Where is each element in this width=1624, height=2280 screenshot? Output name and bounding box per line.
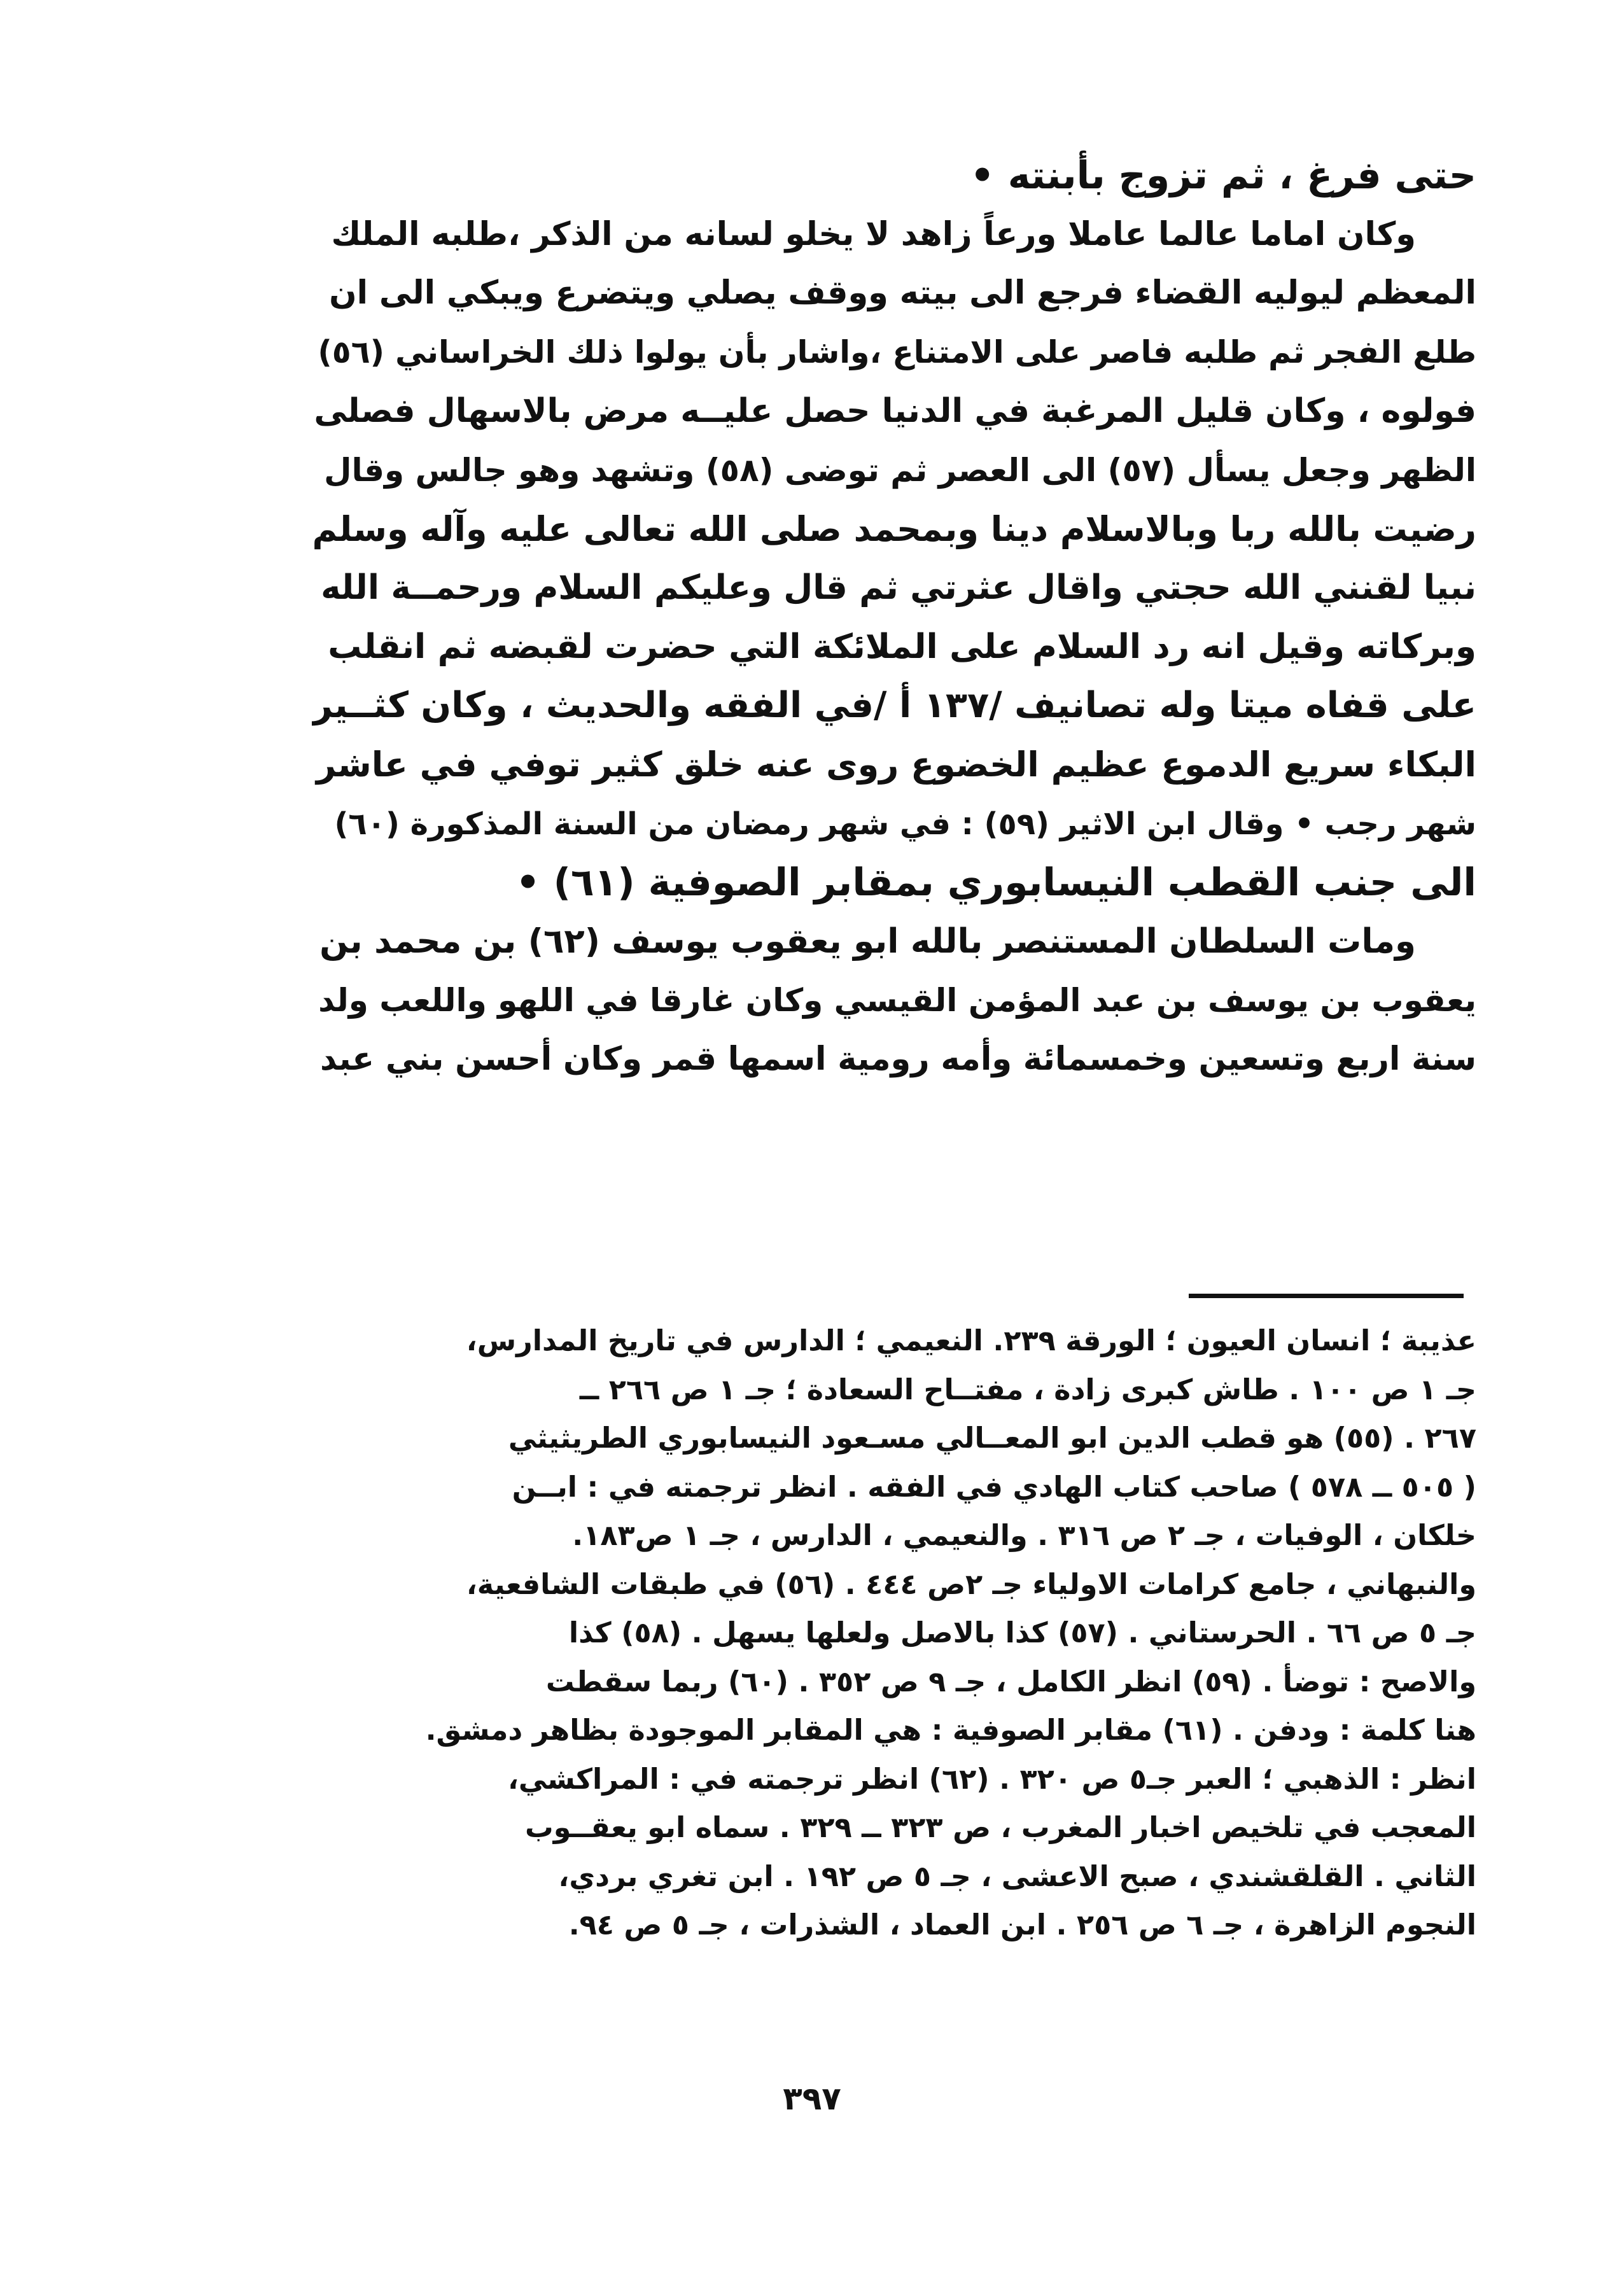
page-number: ٣٩٧ — [783, 2080, 841, 2117]
main-text-line: الى جنب القطب النيسابوري بمقابر الصوفية (٦١) • — [515, 860, 1476, 906]
footnote-line: ٢٦٧ . (٥٥) هو قطب الدين ابو المعــالي مسـعود النيسابوري الطريثيثي — [508, 1422, 1476, 1455]
main-text-line: نبيا لقنني الله حجتي واقال عثرتي ثم قال وعليكم السلام ورحمــة الله — [321, 568, 1476, 608]
footnote-line: هنا كلمة : ودفن . (٦١) مقابر الصوفية : هي المقابر الموجودة بظاهر دمشق. — [425, 1714, 1476, 1747]
footnote-line: والاصح : توضأ . (٥٩) انظر الكامل ، جـ ٩ ص ٣٥٢ . (٦٠) ربما سقطت — [545, 1665, 1476, 1698]
main-text-line: على قفاه ميتا وله تصانيف /١٣٧ أ /في الفقه والحديث ، وكان كثــير — [312, 685, 1476, 727]
main-text-line: يعقوب بن يوسف بن عبد المؤمن القيسي وكان غارقا في اللهو واللعب ولد — [318, 982, 1476, 1019]
footnote-line: النجوم الزاهرة ، جـ ٦ ص ٢٥٦ . ابن العماد ، الشذرات ، جـ ٥ ص ٩٤. — [568, 1909, 1476, 1941]
footnote-separator-rule — [1189, 1294, 1464, 1298]
main-text-block — [312, 146, 1476, 1089]
footnote-line: انظر : الذهبي ؛ العبر جـ٥ ص ٣٢٠ . (٦٢) انظر ترجمته في : المراكشي، — [507, 1763, 1476, 1796]
main-text-line: الظهر وجعل يسأل (٥٧) الى العصر ثم توضى (٥٨) وتشهد وهو جالس وقال — [324, 451, 1476, 489]
main-text-line: طلع الفجر ثم طلبه فاصر على الامتناع ،واشار بأن يولوا ذلك الخراساني (٥٦) — [318, 333, 1476, 370]
main-text-line: وكان اماما عالما عاملا ورعاً زاهد لا يخلو لسانه من الذكر ،طلبه الملك — [331, 215, 1416, 253]
footnote-line: الثاني . القلقشندي ، صبح الاعشى ، جـ ٥ ص ١٩٢ . ابن تغري بردي، — [558, 1860, 1476, 1893]
main-text-line: سنة اربع وتسعين وخمسمائة وأمه رومية اسمها قمر وكان أحسن بني عبد — [319, 1040, 1476, 1078]
footnote-line: جـ ٥ ص ٦٦ . الحرستاني . (٥٧) كذا بالاصل ولعلها يسهل . (٥٨) كذا — [568, 1617, 1476, 1649]
main-text-line: البكاء سريع الدموع عظيم الخضوع روى عنه خلق كثير توفي في عاشر — [316, 744, 1476, 785]
main-text-line: المعظم ليوليه القضاء فرجع الى بيته ووقف يصلي ويتضرع ويبكي الى ان — [329, 274, 1476, 312]
footnote-line: ( ٥٠٥ ــ ٥٧٨ ) صاحب كتاب الهادي في الفقه . انظر ترجمته في : ابــن — [512, 1471, 1476, 1504]
footnote-line: المعجب في تلخيص اخبار المغرب ، ص ٣٢٣ ــ ٣٢٩ . سماه ابو يعقــوب — [525, 1812, 1476, 1844]
main-text-line: فولوه ، وكان قليل المرغبة في الدنيا حصل عليــه مرض بالاسهال فصلى — [314, 392, 1476, 431]
footnote-line: عذيبة ؛ انسان العيون ؛ الورقة ٢٣٩. النعيمي ؛ الدارس في تاريخ المدارس، — [466, 1325, 1476, 1357]
footnote-line: خلكان ، الوفيات ، جـ ٢ ص ٣١٦ . والنعيمي ، الدارس ، جـ ١ ص١٨٣. — [572, 1520, 1476, 1552]
footnote-line: جـ ١ ص ١٠٠ . طاش كبرى زادة ، مفتــاح السعادة ؛ جـ ١ ص ٢٦٦ ــ — [579, 1373, 1476, 1406]
main-text-line: وبركاته وقيل انه رد السلام على الملائكة التي حضرت لقبضه ثم انقلب — [328, 627, 1476, 666]
footnote-line: والنبهاني ، جامع كرامات الاولياء جـ ٢ص ٤٤٤ . (٥٦) في طبقات الشافعية، — [466, 1568, 1476, 1601]
main-text-line: رضيت بالله ربا وبالاسلام دينا وبمحمد صلى الله تعالى عليه وآله وسلم — [312, 508, 1476, 549]
main-text-line: ومات السلطان المستنصر بالله ابو يعقوب يوسف (٦٢) بن محمد بن — [319, 921, 1416, 961]
main-text-line: حتى فرغ ، ثم تزوج بأبنته • — [970, 153, 1476, 198]
main-text-line: شهر رجب • وقال ابن الاثير (٥٩) : في شهر رمضان من السنة المذكورة (٦٠) — [334, 806, 1476, 842]
footnotes-block — [312, 1317, 1476, 1950]
